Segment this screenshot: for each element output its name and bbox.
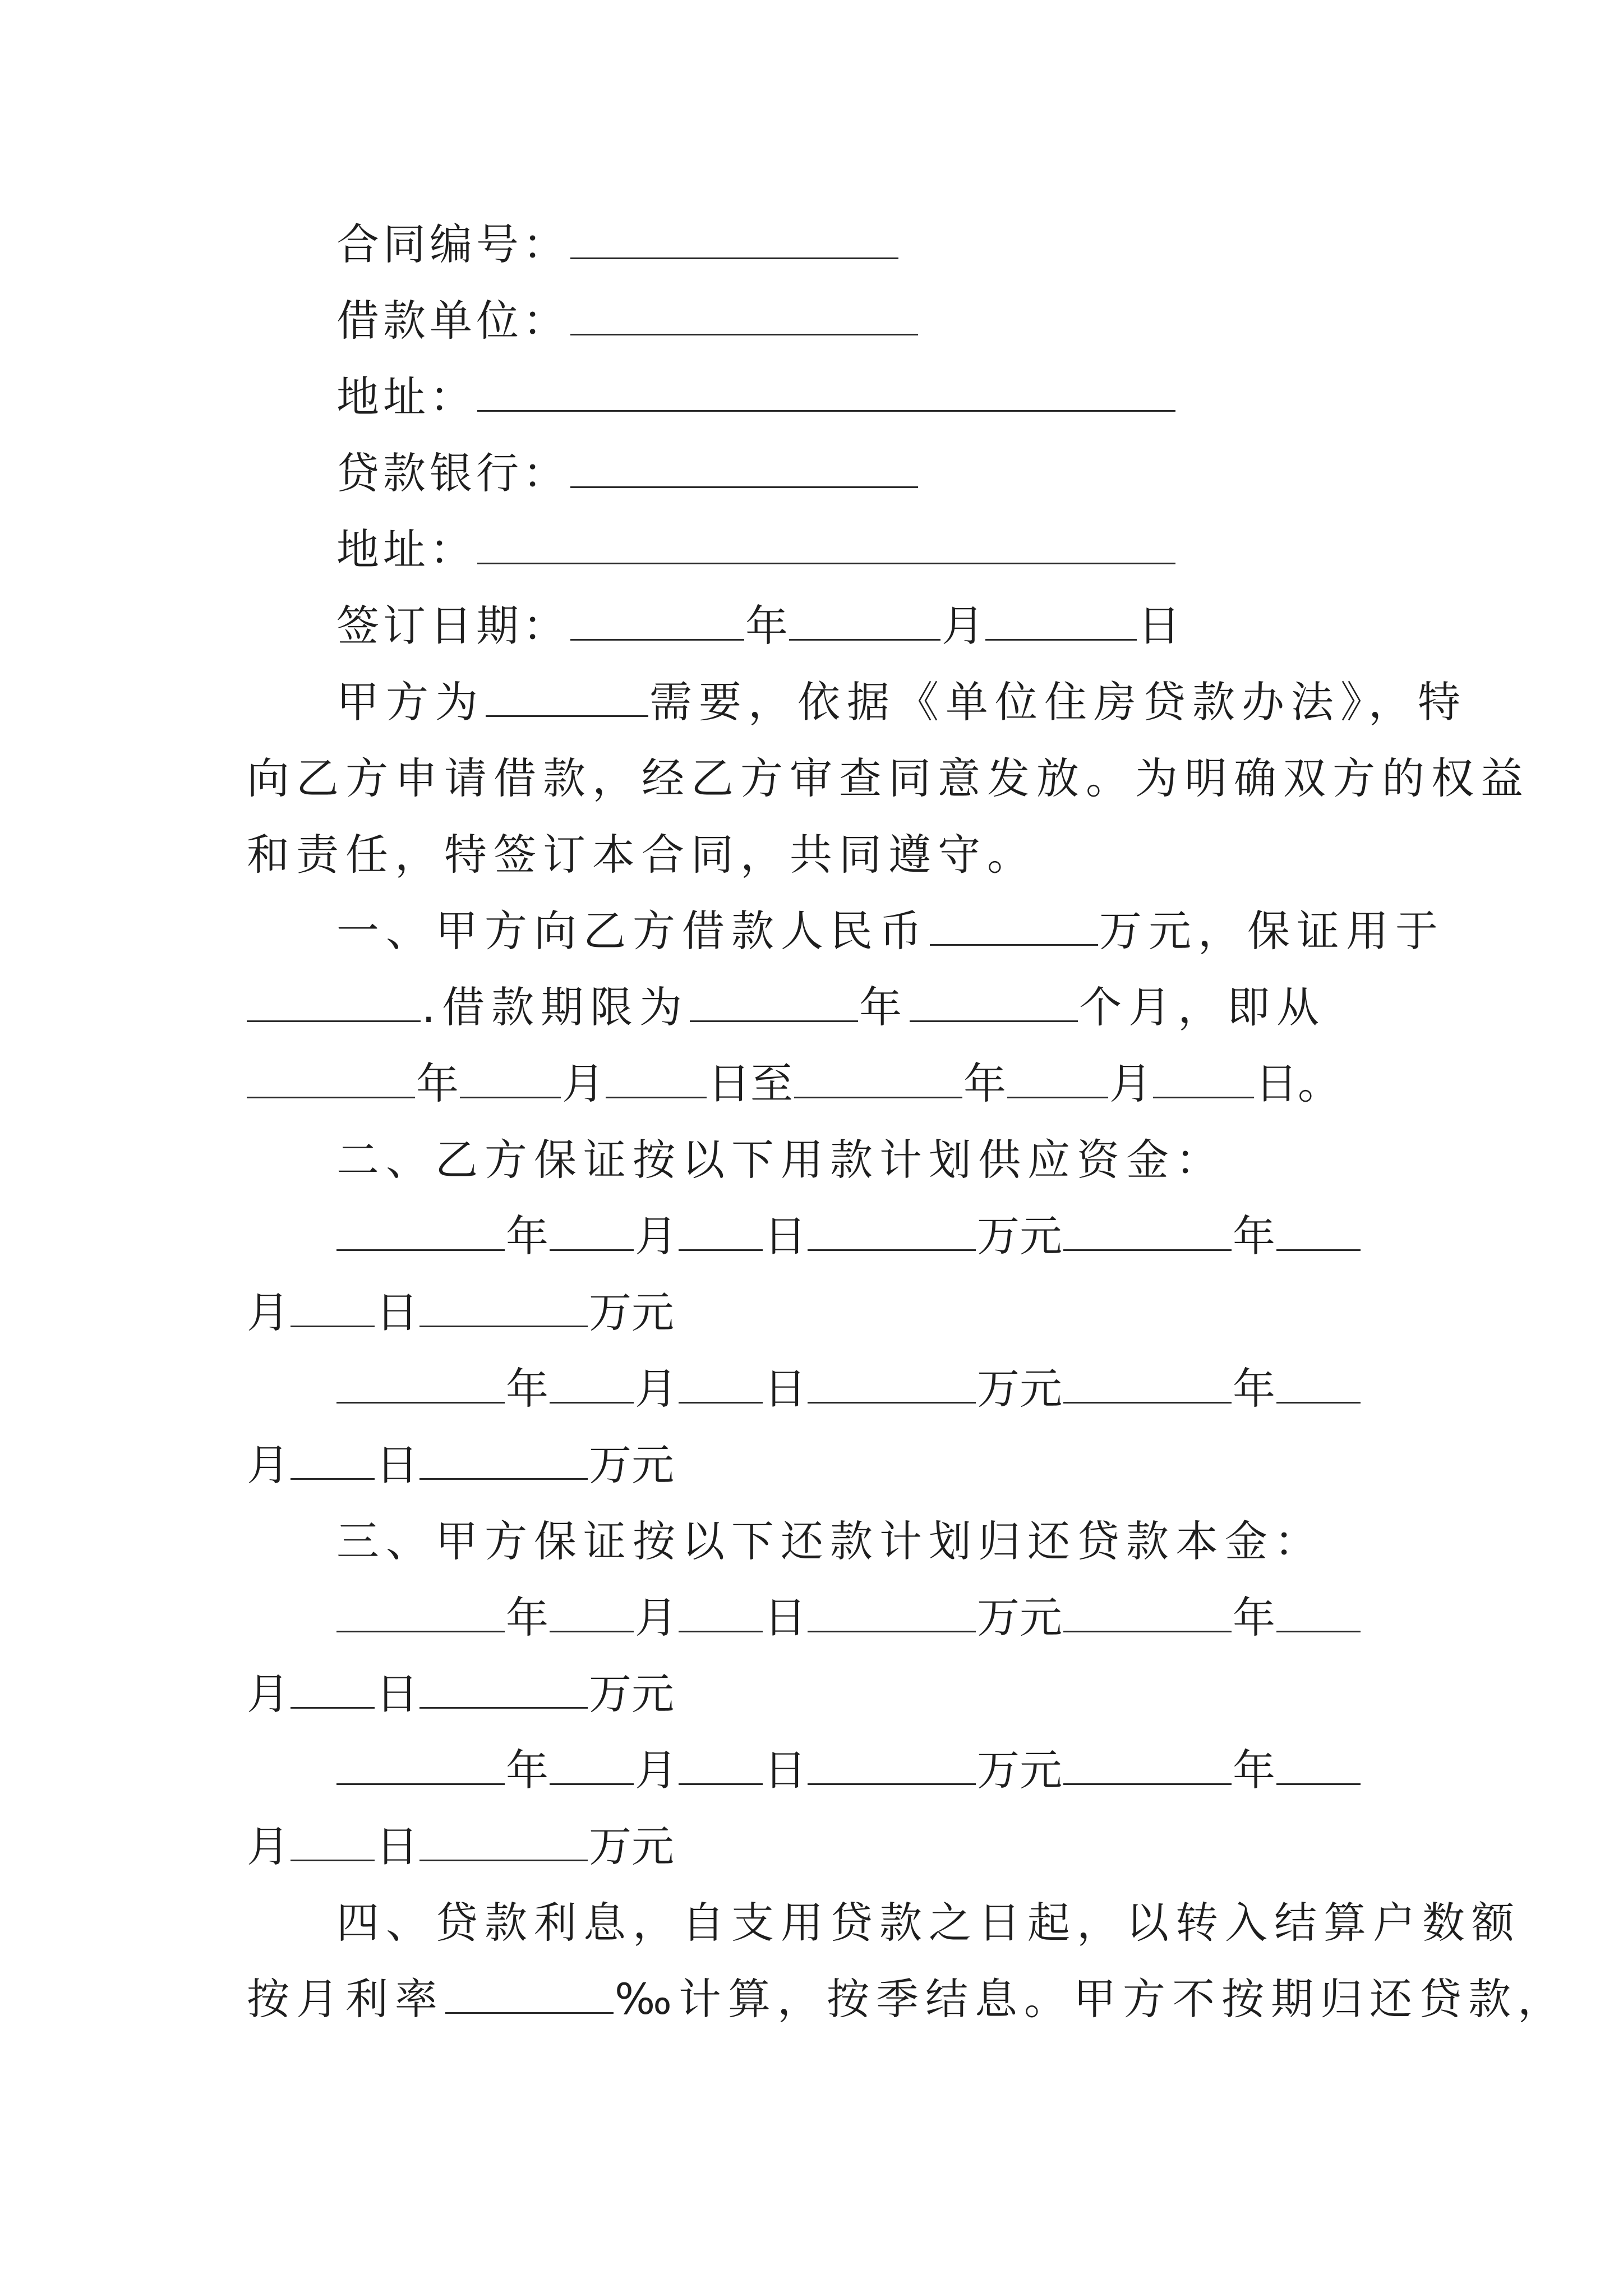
date-year-field[interactable]	[336, 1214, 505, 1251]
repay-row-2b	[0, 1820, 1623, 1874]
amount-unit-label: 万元	[589, 1440, 674, 1490]
clause4-line-1	[0, 1896, 1623, 1950]
day-label: 日	[764, 1593, 806, 1642]
year-label: 年	[416, 1059, 459, 1108]
amount-field[interactable]	[808, 1596, 976, 1632]
month-label: 月	[1109, 1059, 1152, 1108]
date-year-field[interactable]	[1063, 1214, 1232, 1251]
day-label: 日	[764, 1211, 806, 1261]
address-label: 地址：	[336, 372, 476, 422]
bank-address-line	[0, 523, 1623, 577]
sign-date-line	[0, 599, 1623, 653]
loan-amount-field[interactable]	[930, 909, 1098, 946]
year-label: 年	[506, 1745, 548, 1795]
borrower-line	[0, 294, 1623, 348]
date-year-field[interactable]	[1063, 1749, 1232, 1785]
month-label: 月	[562, 1059, 605, 1108]
clause1-text: 一、甲方向乙方借款人民币	[336, 906, 929, 956]
date-day-field[interactable]	[291, 1825, 375, 1861]
clause1-text: 年	[859, 982, 909, 1032]
clause1-text: .借款期限为	[422, 982, 689, 1032]
day-label: 日	[376, 1440, 418, 1490]
amount-unit-label: 万元	[589, 1821, 674, 1871]
borrower-label: 借款单位：	[336, 296, 569, 346]
date-day-field[interactable]	[679, 1367, 763, 1404]
year-label: 年	[506, 1211, 548, 1261]
contract-number-line	[0, 218, 1623, 272]
amount-field[interactable]	[808, 1749, 976, 1785]
sign-date-label: 签订日期：	[336, 601, 569, 651]
clause1-line-1	[0, 904, 1623, 958]
contract-number-label: 合同编号：	[336, 219, 569, 269]
amount-unit-label: 万元	[977, 1745, 1062, 1795]
contract-number-field[interactable]	[570, 223, 898, 259]
day-label: 日	[376, 1287, 418, 1337]
clause2-title: 二、乙方保证按以下用款计划供应资金：	[336, 1135, 1225, 1185]
clause4-text: ‰计算，按季结息。甲方不按期归还贷款，	[615, 1974, 1567, 2024]
sign-year-field[interactable]	[570, 604, 744, 641]
repay-row-1a	[0, 1591, 1623, 1645]
year-label: 年	[1233, 1364, 1275, 1414]
end-month-field[interactable]	[1007, 1062, 1108, 1098]
amount-unit-label: 万元	[589, 1287, 674, 1337]
monthly-rate-field[interactable]	[445, 1977, 614, 2014]
clause4-text: 四、贷款利息，自支用贷款之日起，以转入结算户数额	[336, 1898, 1521, 1948]
date-month-field[interactable]	[1276, 1749, 1361, 1785]
date-month-field[interactable]	[550, 1596, 634, 1632]
borrower-address-field[interactable]	[477, 375, 1175, 412]
clause1-text: 万元，保证用于	[1099, 906, 1445, 956]
bank-label: 贷款银行：	[336, 448, 569, 498]
term-months-field[interactable]	[910, 986, 1078, 1022]
month-label: 月	[247, 1821, 289, 1871]
amount-unit-label: 万元	[977, 1211, 1062, 1261]
date-month-field[interactable]	[550, 1367, 634, 1404]
date-month-field[interactable]	[550, 1749, 634, 1785]
month-label: 月	[635, 1364, 677, 1414]
amount-field[interactable]	[419, 1825, 588, 1861]
end-year-field[interactable]	[794, 1062, 962, 1098]
preamble-line-3	[0, 828, 1623, 882]
clause1-line-3	[0, 1057, 1623, 1111]
clause4-text: 按月利率	[247, 1974, 444, 2024]
date-year-field[interactable]	[336, 1749, 505, 1785]
year-label: 年	[745, 601, 788, 651]
month-label: 月	[635, 1593, 677, 1642]
preamble-line-2	[0, 752, 1623, 806]
date-day-field[interactable]	[679, 1214, 763, 1251]
clause3-title: 三、甲方保证按以下还款计划归还贷款本金：	[336, 1516, 1324, 1566]
supply-row-2a	[0, 1362, 1623, 1416]
month-label: 月	[247, 1440, 289, 1490]
amount-unit-label: 万元	[977, 1364, 1062, 1414]
bank-field[interactable]	[570, 452, 918, 488]
sign-day-field[interactable]	[985, 604, 1137, 641]
date-year-field[interactable]	[1063, 1367, 1232, 1404]
loan-use-field[interactable]	[247, 986, 421, 1022]
purpose-field[interactable]	[486, 680, 648, 717]
date-year-field[interactable]	[336, 1367, 505, 1404]
preamble-text: 需要，依据《单位住房贷款办法》，特	[649, 677, 1467, 727]
repay-row-2a	[0, 1743, 1623, 1797]
date-day-field[interactable]	[291, 1672, 375, 1709]
date-year-field[interactable]	[336, 1596, 505, 1632]
term-years-field[interactable]	[690, 986, 858, 1022]
amount-unit-label: 万元	[589, 1669, 674, 1719]
preamble-line-1	[0, 675, 1623, 729]
clause4-line-2	[0, 1972, 1623, 2026]
year-label: 年	[1233, 1745, 1275, 1795]
date-day-field[interactable]	[291, 1443, 375, 1480]
preamble-text: 向乙方申请借款，经乙方审查同意发放。为明确双方的权益	[247, 753, 1530, 803]
day-label: 日	[376, 1821, 418, 1871]
year-label: 年	[506, 1364, 548, 1414]
date-month-field[interactable]	[1276, 1367, 1361, 1404]
amount-unit-label: 万元	[977, 1593, 1062, 1642]
date-year-field[interactable]	[1063, 1596, 1232, 1632]
supply-row-1b	[0, 1286, 1623, 1340]
clause3-title-line	[0, 1515, 1623, 1568]
borrower-address-line	[0, 370, 1623, 424]
end-day-field[interactable]	[1153, 1062, 1254, 1098]
date-day-field[interactable]	[679, 1749, 763, 1785]
month-label: 月	[635, 1745, 677, 1795]
day-label: 日	[376, 1669, 418, 1719]
month-label: 月	[247, 1669, 289, 1719]
day-to-label: 日至	[708, 1059, 793, 1108]
start-year-field[interactable]	[247, 1062, 415, 1098]
start-day-field[interactable]	[606, 1062, 707, 1098]
repay-row-1b	[0, 1667, 1623, 1721]
year-label: 年	[506, 1593, 548, 1642]
day-label: 日	[1138, 601, 1181, 651]
amount-field[interactable]	[808, 1214, 976, 1251]
sign-month-field[interactable]	[789, 604, 940, 641]
borrower-field[interactable]	[570, 299, 918, 335]
clause1-line-2	[0, 981, 1623, 1034]
date-day-field[interactable]	[291, 1291, 375, 1327]
date-month-field[interactable]	[550, 1214, 634, 1251]
month-label: 月	[247, 1287, 289, 1337]
amount-field[interactable]	[419, 1443, 588, 1480]
date-day-field[interactable]	[679, 1596, 763, 1632]
day-label: 日	[764, 1364, 806, 1414]
supply-row-1a	[0, 1209, 1623, 1263]
bank-line	[0, 447, 1623, 500]
preamble-text: 甲方为	[336, 677, 485, 727]
address-label: 地址：	[336, 524, 476, 574]
date-month-field[interactable]	[1276, 1596, 1361, 1632]
start-month-field[interactable]	[460, 1062, 561, 1098]
amount-field[interactable]	[808, 1367, 976, 1404]
clause2-title-line	[0, 1133, 1623, 1187]
date-month-field[interactable]	[1276, 1214, 1361, 1251]
month-label: 月	[942, 601, 984, 651]
month-label: 月	[635, 1211, 677, 1261]
supply-row-2b	[0, 1438, 1623, 1492]
amount-field[interactable]	[419, 1291, 588, 1327]
amount-field[interactable]	[419, 1672, 588, 1709]
clause1-text: 个月，即从	[1079, 982, 1326, 1032]
year-label: 年	[963, 1059, 1006, 1108]
bank-address-field[interactable]	[477, 528, 1175, 564]
preamble-text: 和责任，特签订本合同，共同遵守。	[247, 830, 1036, 880]
year-label: 年	[1233, 1211, 1275, 1261]
year-label: 年	[1233, 1593, 1275, 1642]
day-end-label: 日。	[1255, 1059, 1340, 1108]
day-label: 日	[764, 1745, 806, 1795]
